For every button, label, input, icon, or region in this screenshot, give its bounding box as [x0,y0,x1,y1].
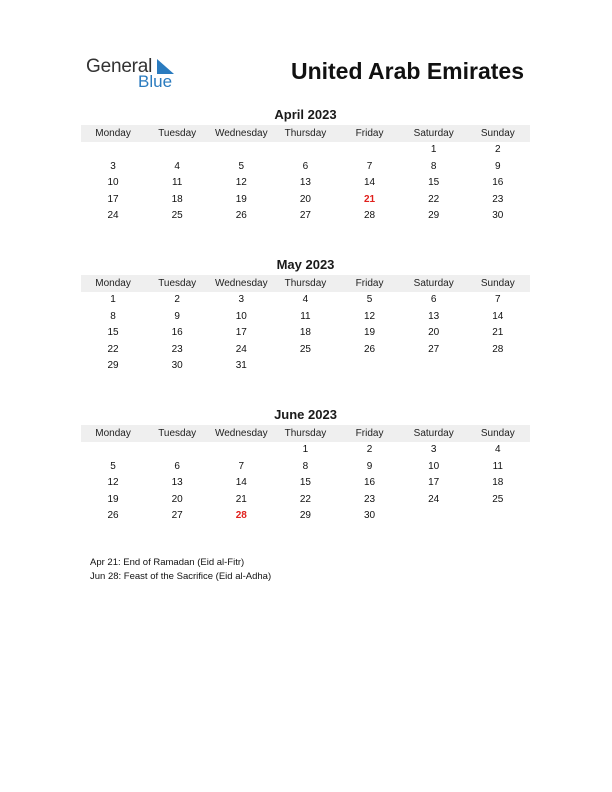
month-title: May 2023 [276,257,335,272]
day-cell: 5 [238,160,245,172]
weekday-header: Friday [338,275,402,292]
day-cell: 14 [492,310,504,322]
day-cell: 14 [364,177,376,189]
day-cell: 1 [430,144,437,155]
calendar-grid [81,275,530,375]
day-cell: 21 [364,193,376,205]
day-cell: 18 [171,193,183,205]
day-cell: 4 [495,444,501,455]
empty-day-cell [273,358,337,375]
day-cell: 27 [171,510,183,522]
empty-day-cell [273,142,337,159]
day-cell: 27 [299,210,311,222]
empty-day-cell [338,142,402,159]
day-cell: 7 [495,294,501,305]
day-cell: 8 [430,160,437,172]
day-cell: 2 [174,294,180,305]
day-cell: 6 [174,460,180,472]
day-cell: 16 [171,327,183,339]
day-cell: 9 [366,460,373,472]
day-cell: 20 [171,493,183,505]
day-cell: 11 [171,177,183,189]
holiday-note: Apr 21: End of Ramadan (Eid al-Fitr) [90,557,245,568]
weekday-header: Tuesday [145,125,209,142]
weekday-header: Thursday [273,125,337,142]
day-cell: 13 [299,177,311,189]
weekday-header: Wednesday [209,425,273,442]
day-cell: 4 [302,294,309,305]
day-cell: 18 [492,477,504,489]
empty-day-cell [402,508,466,525]
day-cell: 23 [492,193,504,205]
day-cell: 16 [364,477,376,489]
day-cell: 5 [366,294,373,305]
weekday-header: Sunday [466,275,530,292]
day-cell: 17 [235,327,247,339]
day-cell: 19 [107,493,119,505]
day-cell: 3 [238,294,245,305]
calendar-grid [81,125,530,225]
weekday-header: Sunday [466,425,530,442]
weekday-header: Thursday [273,425,337,442]
day-cell: 28 [235,510,247,522]
day-cell: 12 [235,177,247,189]
day-cell: 21 [235,493,247,505]
day-cell: 29 [107,360,119,372]
day-cell: 13 [171,477,183,489]
day-cell: 1 [110,294,116,305]
day-cell: 10 [235,310,247,322]
day-cell: 22 [428,193,440,205]
holiday-notes [90,556,271,584]
weekday-header: Monday [81,125,145,142]
day-cell: 5 [110,460,116,472]
day-cell: 8 [302,460,309,472]
day-cell: 10 [107,177,119,189]
empty-day-cell [338,358,402,375]
day-cell: 30 [492,210,504,222]
day-cell: 29 [299,510,311,522]
day-cell: 26 [107,510,119,522]
weekday-header: Monday [81,425,145,442]
day-cell: 6 [430,294,437,305]
day-cell: 2 [366,444,373,455]
day-cell: 12 [107,477,119,489]
month-title: June 2023 [274,407,337,422]
day-cell: 2 [495,144,501,155]
day-cell: 11 [492,460,503,472]
day-cell: 8 [110,310,116,322]
day-cell: 23 [364,493,376,505]
day-cell: 19 [364,327,376,339]
day-cell: 24 [428,493,440,505]
weekday-header: Saturday [402,275,466,292]
weekday-header: Wednesday [209,275,273,292]
day-cell: 14 [235,477,247,489]
calendar-grid [81,425,530,525]
day-cell: 30 [171,360,183,372]
day-cell: 24 [235,343,247,355]
empty-day-cell [402,358,466,375]
day-cell: 31 [235,360,247,372]
month-april [81,105,530,225]
day-cell: 22 [107,343,119,355]
day-cell: 24 [107,210,119,222]
month-june [81,405,530,525]
weekday-header: Thursday [273,275,337,292]
day-cell: 28 [364,210,376,222]
weekday-header: Saturday [402,125,466,142]
day-cell: 13 [428,310,440,322]
day-cell: 15 [107,327,119,339]
weekday-header: Wednesday [209,125,273,142]
empty-day-cell [145,442,209,459]
day-cell: 17 [107,193,119,205]
weekday-header: Tuesday [145,275,209,292]
weekday-header: Tuesday [145,425,209,442]
logo-blue-text: Blue [138,72,173,91]
empty-day-cell [466,358,530,375]
day-cell: 25 [299,343,311,355]
day-cell: 16 [492,177,504,189]
day-cell: 29 [428,210,440,222]
month-may [81,255,530,375]
weekday-header: Saturday [402,425,466,442]
weekday-header: Monday [81,275,145,292]
day-cell: 18 [299,327,311,339]
day-cell: 10 [428,460,440,472]
day-cell: 11 [300,310,311,322]
day-cell: 19 [235,193,247,205]
day-cell: 21 [492,327,504,339]
weekday-header: Friday [338,125,402,142]
day-cell: 28 [492,343,504,355]
day-cell: 9 [174,310,180,322]
day-cell: 7 [366,160,373,172]
month-title: April 2023 [274,107,337,122]
day-cell: 25 [171,210,183,222]
day-cell: 4 [174,160,180,172]
day-cell: 9 [495,160,501,172]
brand-logo [86,56,186,92]
day-cell: 15 [428,177,440,189]
empty-day-cell [209,142,273,159]
day-cell: 23 [171,343,183,355]
day-cell: 12 [364,310,376,322]
empty-day-cell [81,442,145,459]
day-cell: 7 [238,460,245,472]
day-cell: 25 [492,493,504,505]
day-cell: 1 [302,444,309,455]
day-cell: 20 [428,327,440,339]
empty-day-cell [209,442,273,459]
day-cell: 3 [430,444,437,455]
day-cell: 15 [299,477,311,489]
day-cell: 6 [302,160,309,172]
day-cell: 26 [364,343,376,355]
empty-day-cell [466,508,530,525]
logo-general-text: General [86,56,153,77]
day-cell: 30 [364,510,376,522]
day-cell: 26 [235,210,247,222]
country-title: United Arab Emirates [290,58,524,84]
empty-day-cell [145,142,209,159]
day-cell: 27 [428,343,440,355]
day-cell: 17 [428,477,440,489]
weekday-header: Sunday [466,125,530,142]
day-cell: 20 [299,193,311,205]
day-cell: 22 [299,493,311,505]
weekday-header: Friday [338,425,402,442]
day-cell: 3 [110,160,116,172]
empty-day-cell [81,142,145,159]
holiday-note: Jun 28: Feast of the Sacrifice (Eid al-Adha) [90,571,272,582]
